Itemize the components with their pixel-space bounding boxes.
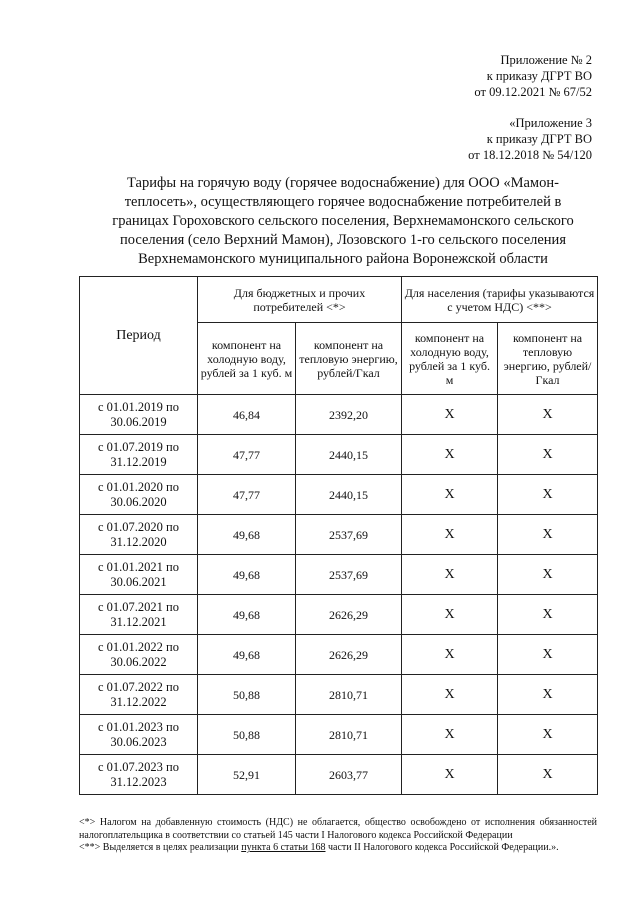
table-row (80, 435, 598, 475)
period-cell: с 01.01.2023 по 30.06.2023 (80, 715, 198, 755)
cold-water-cell: 49,68 (198, 595, 296, 635)
population-heat-cell: X (498, 475, 598, 515)
annex-original-line1: «Приложение 3 (509, 116, 592, 130)
heat-energy-cell: 2626,29 (296, 635, 402, 675)
period-cell: с 01.01.2020 по 30.06.2020 (80, 475, 198, 515)
population-cold-cell: X (402, 715, 498, 755)
period-header: Период (80, 277, 198, 395)
cold-water-cell: 50,88 (198, 675, 296, 715)
population-cold-cell: X (402, 635, 498, 675)
population-cold-cell: X (402, 475, 498, 515)
budget-group-header: Для бюджетных и прочих потребителей <*> (198, 277, 402, 323)
population-cold-header: компонент на холодную воду, рублей за 1 куб. м (402, 323, 498, 395)
heat-energy-cell: 2440,15 (296, 435, 402, 475)
table-row (80, 715, 598, 755)
footnote-suffix: части II Налогового кодекса Российской Федерации.». (325, 842, 559, 854)
period-cell: с 01.07.2019 по 31.12.2019 (80, 435, 198, 475)
heat-energy-cell: 2810,71 (296, 715, 402, 755)
tariff-table-body (80, 395, 598, 795)
table-row (80, 395, 598, 435)
annex-current-header (474, 52, 592, 100)
annex-current-line1: Приложение № 2 (500, 53, 592, 67)
law-reference-link[interactable]: пункта 6 статьи 168 (241, 842, 326, 854)
table-row (80, 635, 598, 675)
cold-water-cell: 49,68 (198, 515, 296, 555)
population-cold-cell: X (402, 515, 498, 555)
heat-energy-cell: 2392,20 (296, 395, 402, 435)
cold-water-cell: 47,77 (198, 435, 296, 475)
title-line: границах Гороховского сельского поселения, Верхнемамонского сельского (112, 213, 574, 229)
footnote-vat-population (79, 842, 597, 855)
period-cell: с 01.07.2020 по 31.12.2020 (80, 515, 198, 555)
population-heat-cell: X (498, 595, 598, 635)
cold-water-cell: 50,88 (198, 715, 296, 755)
cold-water-cell: 52,91 (198, 755, 296, 795)
population-heat-cell: X (498, 395, 598, 435)
table-row (80, 675, 598, 715)
budget-cold-header: компонент на холодную воду, рублей за 1 куб. м (198, 323, 296, 395)
annex-original-line3: от 18.12.2018 № 54/120 (468, 148, 592, 162)
period-cell: с 01.01.2021 по 30.06.2021 (80, 555, 198, 595)
table-row (80, 595, 598, 635)
table-row (80, 555, 598, 595)
population-cold-cell: X (402, 595, 498, 635)
footnote-vat-exempt: <*> Налогом на добавленную стоимость (НДС) не облагается, общество освобождено от исполнения обязанностей налогоплательщика в соответствии со статьей 145 части I Налогового кодекса Российской Федерации (79, 817, 597, 841)
population-cold-cell: X (402, 675, 498, 715)
table-row (80, 475, 598, 515)
heat-energy-cell: 2626,29 (296, 595, 402, 635)
title-line: теплосеть», осуществляющего горячее водоснабжение потребителей в (124, 194, 562, 210)
table-row (80, 515, 598, 555)
population-heat-header: компонент на тепловую энергию, рублей/Гкал (498, 323, 598, 395)
heat-energy-cell: 2537,69 (296, 515, 402, 555)
heat-energy-cell: 2537,69 (296, 555, 402, 595)
footnote-prefix: <**> Выделяется в целях реализации (79, 842, 242, 854)
population-heat-cell: X (498, 635, 598, 675)
population-heat-cell: X (498, 435, 598, 475)
cold-water-cell: 49,68 (198, 555, 296, 595)
annex-original-header (468, 115, 592, 163)
budget-heat-header: компонент на тепловую энергию, рублей/Гкал (296, 323, 402, 395)
population-heat-cell: X (498, 755, 598, 795)
heat-energy-cell: 2603,77 (296, 755, 402, 795)
population-cold-cell: X (402, 755, 498, 795)
title-line: Тарифы на горячую воду (горячее водоснабжение) для ООО «Мамон- (127, 175, 559, 191)
period-cell: с 01.07.2021 по 31.12.2021 (80, 595, 198, 635)
population-cold-cell: X (402, 395, 498, 435)
population-heat-cell: X (498, 675, 598, 715)
title-line: поселения (село Верхний Мамон), Лозовского 1-го сельского поселения (119, 232, 566, 248)
population-heat-cell: X (498, 515, 598, 555)
document-title (90, 174, 596, 269)
population-heat-cell: X (498, 555, 598, 595)
period-cell: с 01.07.2022 по 31.12.2022 (80, 675, 198, 715)
cold-water-cell: 47,77 (198, 475, 296, 515)
annex-current-line2: к приказу ДГРТ ВО (486, 69, 592, 83)
period-cell: с 01.01.2022 по 30.06.2022 (80, 635, 198, 675)
annex-original-line2: к приказу ДГРТ ВО (486, 132, 592, 146)
annex-current-line3: от 09.12.2021 № 67/52 (474, 85, 592, 99)
title-line: Верхнемамонского муниципального района Воронежской области (138, 251, 548, 267)
heat-energy-cell: 2440,15 (296, 475, 402, 515)
period-cell: с 01.01.2019 по 30.06.2019 (80, 395, 198, 435)
population-cold-cell: X (402, 555, 498, 595)
tariff-table (79, 276, 598, 795)
cold-water-cell: 49,68 (198, 635, 296, 675)
heat-energy-cell: 2810,71 (296, 675, 402, 715)
population-heat-cell: X (498, 715, 598, 755)
cold-water-cell: 46,84 (198, 395, 296, 435)
population-group-header: Для населения (тарифы указываются с учетом НДС) <**> (402, 277, 598, 323)
population-cold-cell: X (402, 435, 498, 475)
table-row (80, 755, 598, 795)
period-cell: с 01.07.2023 по 31.12.2023 (80, 755, 198, 795)
footnotes (79, 817, 597, 855)
